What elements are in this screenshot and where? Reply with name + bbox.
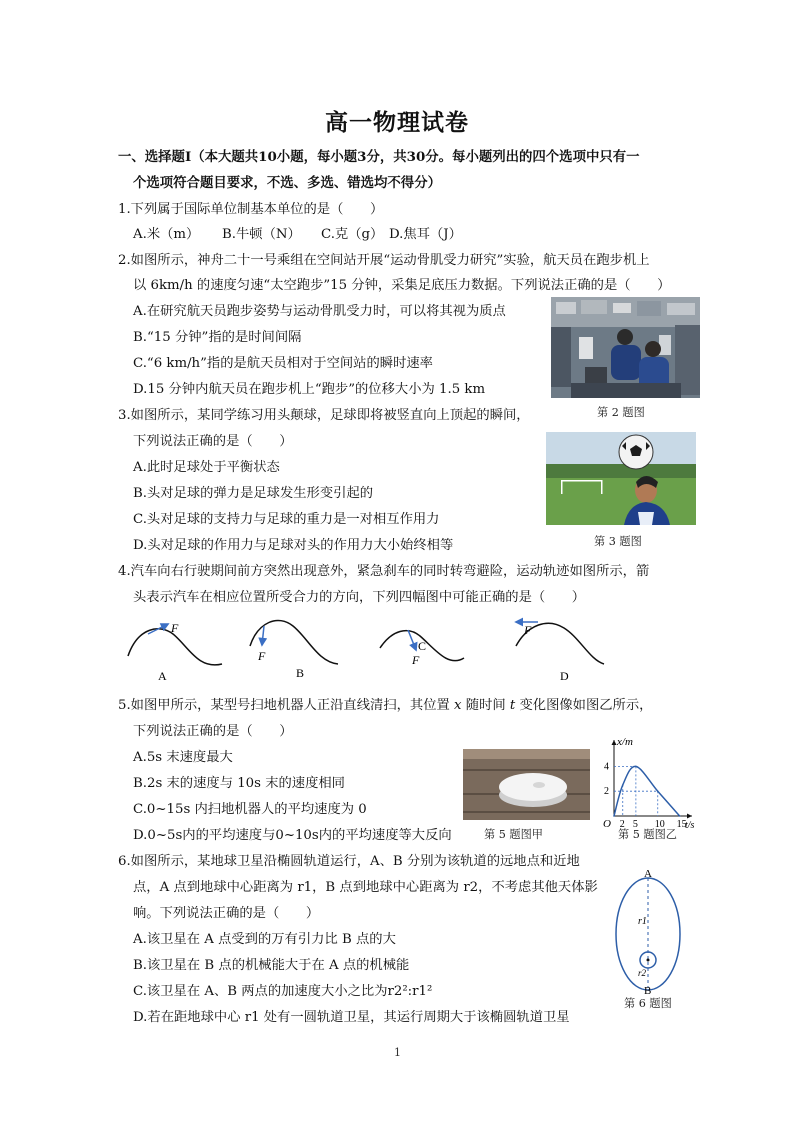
x-tick-label: 5 [632,819,638,828]
origin-label: O [603,818,611,828]
data-point [635,766,637,768]
q1-option-c: C.克（g） [321,227,384,242]
q6-option-a: A.该卫星在 A 点受到的万有引力比 B 点的大 [133,932,396,947]
q6-orbit-figure [608,866,688,996]
q5-caption-a: 第 5 题图甲 [484,828,543,841]
q5-caption-b: 第 5 题图乙 [618,828,677,841]
q2-caption: 第 2 题图 [597,406,645,419]
q2-astronaut-photo [551,297,700,398]
q4-figure-label-c: C [418,639,427,653]
page-title: 高一物理试卷 [325,109,469,136]
q6-stem-line2: 点，A 点到地球中心距离为 r1，B 点到地球中心距离为 r2，不考虑其他天体影 [133,880,598,895]
x-axis-arrow [687,814,692,819]
q6-earth-center [647,959,650,962]
q5-xt-graph [594,734,704,828]
x-axis-label: t/s [685,820,695,828]
q4-figure-label-b: B [296,666,305,680]
q6-option-d: D.若在距地球中心 r1 处有一圆轨道卫星，其运行周期大于该椭圆轨道卫星 [133,1010,570,1025]
x-tick-label: 10 [654,819,665,828]
y-axis-arrow [612,740,617,745]
data-point [679,815,681,817]
q6-label-b: B [644,985,652,996]
q5-option-c: C.0~15s 内扫地机器人的平均速度为 0 [133,802,367,817]
section-header-line1: 一、选择题Ⅰ（本大题共10小题，每小题3分，共30分。每小题列出的四个选项中只有一 [118,149,640,165]
q5-option-a: A.5s 末速度最大 [133,750,233,765]
q5-stem-line2: 下列说法正确的是（ ） [133,724,293,739]
q4-trajectory-figures [118,612,638,688]
q6-option-b: B.该卫星在 B 点的机械能大于在 A 点的机械能 [133,958,410,973]
q4-figure-label-a: A [158,669,167,683]
q2-stem-line1: 2.如图所示，神舟二十一号乘组在空间站开展“运动骨肌受力研究”实验，航天员在跑步机上 [118,253,650,268]
q6-label-r2: r2 [638,968,647,978]
q2-option-c: C.“6 km/h”指的是航天员相对于空间站的瞬时速率 [133,356,433,371]
q5-stem-line1: 5.如图甲所示，某型号扫地机器人正沿直线清扫，其位置 x 随时间 t 变化图像如图乙所示， [118,698,653,713]
data-point [613,815,615,817]
data-point [657,790,659,792]
q3-option-b: B.头对足球的弹力是足球发生形变引起的 [133,486,374,501]
q6-stem-line3: 响。下列说法正确的是（ ） [133,906,320,921]
q4-force-label-d: F [524,623,532,637]
y-axis-label: x/m [617,736,633,748]
q2-option-d: D.15 分钟内航天员在跑步机上“跑步”的位移大小为 1.5 km [133,382,486,397]
q4-stem-line2: 头表示汽车在相应位置所受合力的方向，下列四幅图中可能正确的是（ ） [133,590,586,605]
q5-robot-photo [463,749,590,820]
q4-force-label-a: F [171,621,179,635]
q5-option-d: D.0~5s内的平均速度与0~10s内的平均速度等大反向 [133,828,452,843]
q6-caption: 第 6 题图 [624,997,672,1010]
x-tick-label: 2 [619,819,625,828]
y-tick-label: 4 [604,761,609,773]
q1-option-d: D.焦耳（J） [389,227,462,242]
q2-stem-line2: 以 6km/h 的速度匀速“太空跑步”15 分钟，采集足底压力数据。下列说法正确的是（ ） [133,278,671,293]
q3-stem-line2: 下列说法正确的是（ ） [133,434,293,449]
q1-option-b: B.牛顿（N） [222,227,301,242]
q5-option-b: B.2s 末的速度与 10s 末的速度相同 [133,776,345,791]
q1-stem: 1.下列属于国际单位制基本单位的是（ ） [118,202,384,217]
q4-force-label-c: F [412,653,420,667]
q3-option-d: D.头对足球的作用力与足球对头的作用力大小始终相等 [133,538,454,553]
data-point [622,784,624,786]
q2-option-b: B.“15 分钟”指的是时间间隔 [133,330,302,345]
section-header-line2: 个选项符合题目要求，不选、多选、错选均不得分） [133,175,441,191]
q2-option-a: A.在研究航天员跑步姿势与运动骨肌受力时，可以将其视为质点 [133,304,506,319]
q4-figure-label-d: D [560,669,569,683]
q3-caption: 第 3 题图 [594,535,642,548]
q4-arrow-b [262,626,264,645]
q6-stem-line1: 6.如图所示，某地球卫星沿椭圆轨道运行，A、B 分别为该轨道的远地点和近地 [118,854,580,869]
q3-option-a: A.此时足球处于平衡状态 [133,460,280,475]
q3-heading-ball-photo [546,432,696,525]
page-number: 1 [394,1046,401,1059]
y-tick-label: 2 [604,786,609,798]
q3-option-c: C.头对足球的支持力与足球的重力是一对相互作用力 [133,512,440,527]
q6-label-r1: r1 [638,916,647,927]
q4-force-label-b: F [258,649,266,663]
q3-stem-line1: 3.如图所示，某同学练习用头颠球，足球即将被竖直向上顶起的瞬间， [118,408,530,423]
q1-option-a: A.米（m） [133,227,200,242]
q4-stem-line1: 4.汽车向右行驶期间前方突然出现意外，紧急刹车的同时转弯避险，运动轨迹如图所示，箭 [118,564,650,579]
x-tick-label: 15 [676,819,687,828]
q6-option-c: C.该卫星在 A、B 两点的加速度大小之比为r2²:r1² [133,984,433,999]
q6-label-a: A [644,868,652,880]
